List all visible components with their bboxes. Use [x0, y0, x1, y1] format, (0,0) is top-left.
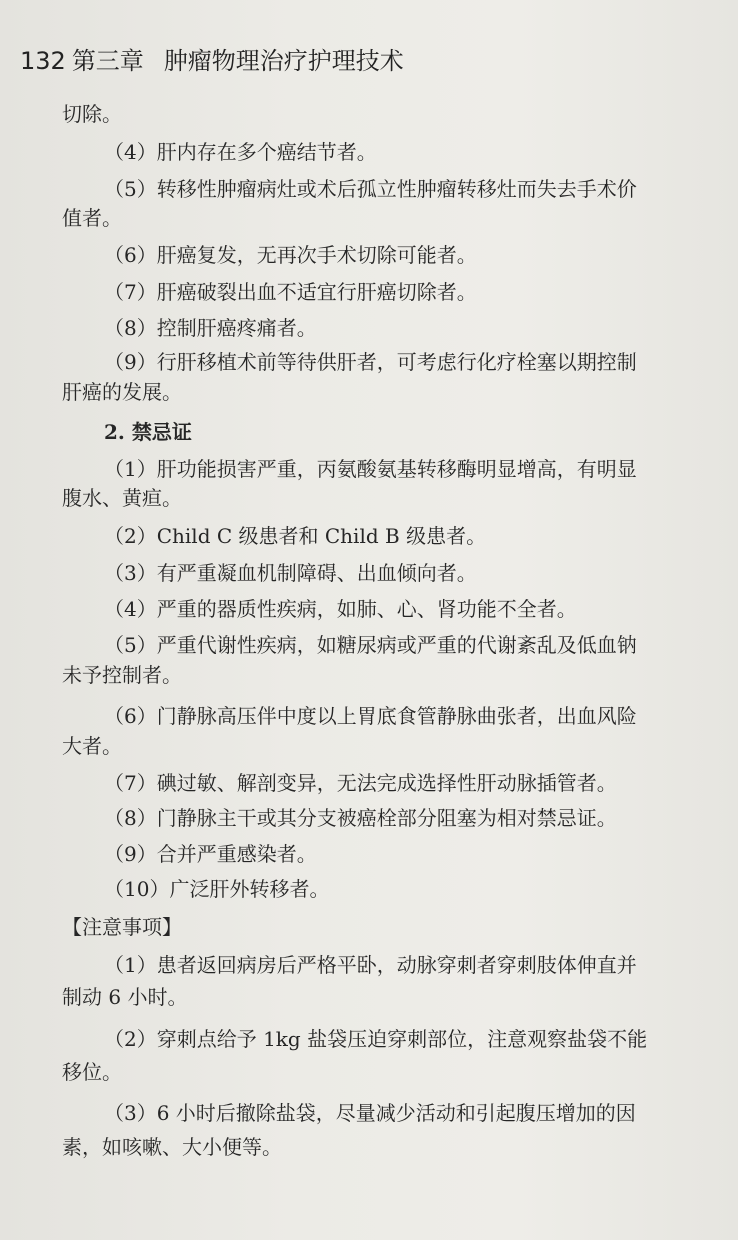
chapter-title: 肿瘤物理治疗护理技术	[163, 47, 404, 75]
text-line: （6）肝癌复发，无再次手术切除可能者。	[104, 243, 477, 267]
text-line: （9）行肝移植术前等待供肝者，可考虑行化疗栓塞以期控制	[104, 350, 637, 374]
text-line: （9）合并严重感染者。	[104, 842, 317, 866]
text-line: （6）门静脉高压伴中度以上胃底食管静脉曲张者，出血风险	[104, 704, 637, 728]
page-number: 132	[20, 47, 66, 75]
text-line: 肝癌的发展。	[62, 380, 182, 404]
text-line: 移位。	[62, 1060, 122, 1084]
subsection-heading: 【注意事项】	[62, 915, 182, 939]
text-line: （7）碘过敏、解剖变异，无法完成选择性肝动脉插管者。	[104, 771, 617, 795]
text-line: 制动 6 小时。	[62, 985, 188, 1009]
text-line: 腹水、黄疸。	[62, 486, 182, 510]
chapter-label: 第三章	[71, 47, 144, 75]
text-line: （3）6 小时后撤除盐袋，尽量减少活动和引起腹压增加的因	[104, 1101, 636, 1125]
text-line: （3）有严重凝血机制障碍、出血倾向者。	[104, 561, 477, 585]
text-line: （7）肝癌破裂出血不适宜行肝癌切除者。	[104, 280, 477, 304]
text-line: （8）门静脉主干或其分支被癌栓部分阻塞为相对禁忌证。	[104, 806, 617, 830]
text-line: （4）严重的器质性疾病，如肺、心、肾功能不全者。	[104, 597, 577, 621]
text-line: 素，如咳嗽、大小便等。	[62, 1135, 282, 1159]
text-line: 未予控制者。	[62, 663, 182, 687]
text-line: （2）Child C 级患者和 Child B 级患者。	[104, 524, 487, 548]
text-line: （8）控制肝癌疼痛者。	[104, 316, 317, 340]
section-heading: 2. 禁忌证	[104, 420, 192, 444]
text-line: 切除。	[62, 102, 122, 126]
text-line: （4）肝内存在多个癌结节者。	[104, 140, 377, 164]
page-header	[20, 44, 404, 78]
text-line: （1）肝功能损害严重，丙氨酸氨基转移酶明显增高，有明显	[104, 457, 637, 481]
text-line: （5）严重代谢性疾病，如糖尿病或严重的代谢紊乱及低血钠	[104, 633, 637, 657]
text-line: （1）患者返回病房后严格平卧，动脉穿刺者穿刺肢体伸直并	[104, 953, 637, 977]
text-line: 值者。	[62, 206, 122, 230]
text-line: 大者。	[62, 734, 122, 758]
text-line: （5）转移性肿瘤病灶或术后孤立性肿瘤转移灶而失去手术价	[104, 177, 637, 201]
text-line: （2）穿刺点给予 1kg 盐袋压迫穿刺部位，注意观察盐袋不能	[104, 1027, 648, 1051]
text-line: （10）广泛肝外转移者。	[104, 877, 330, 901]
